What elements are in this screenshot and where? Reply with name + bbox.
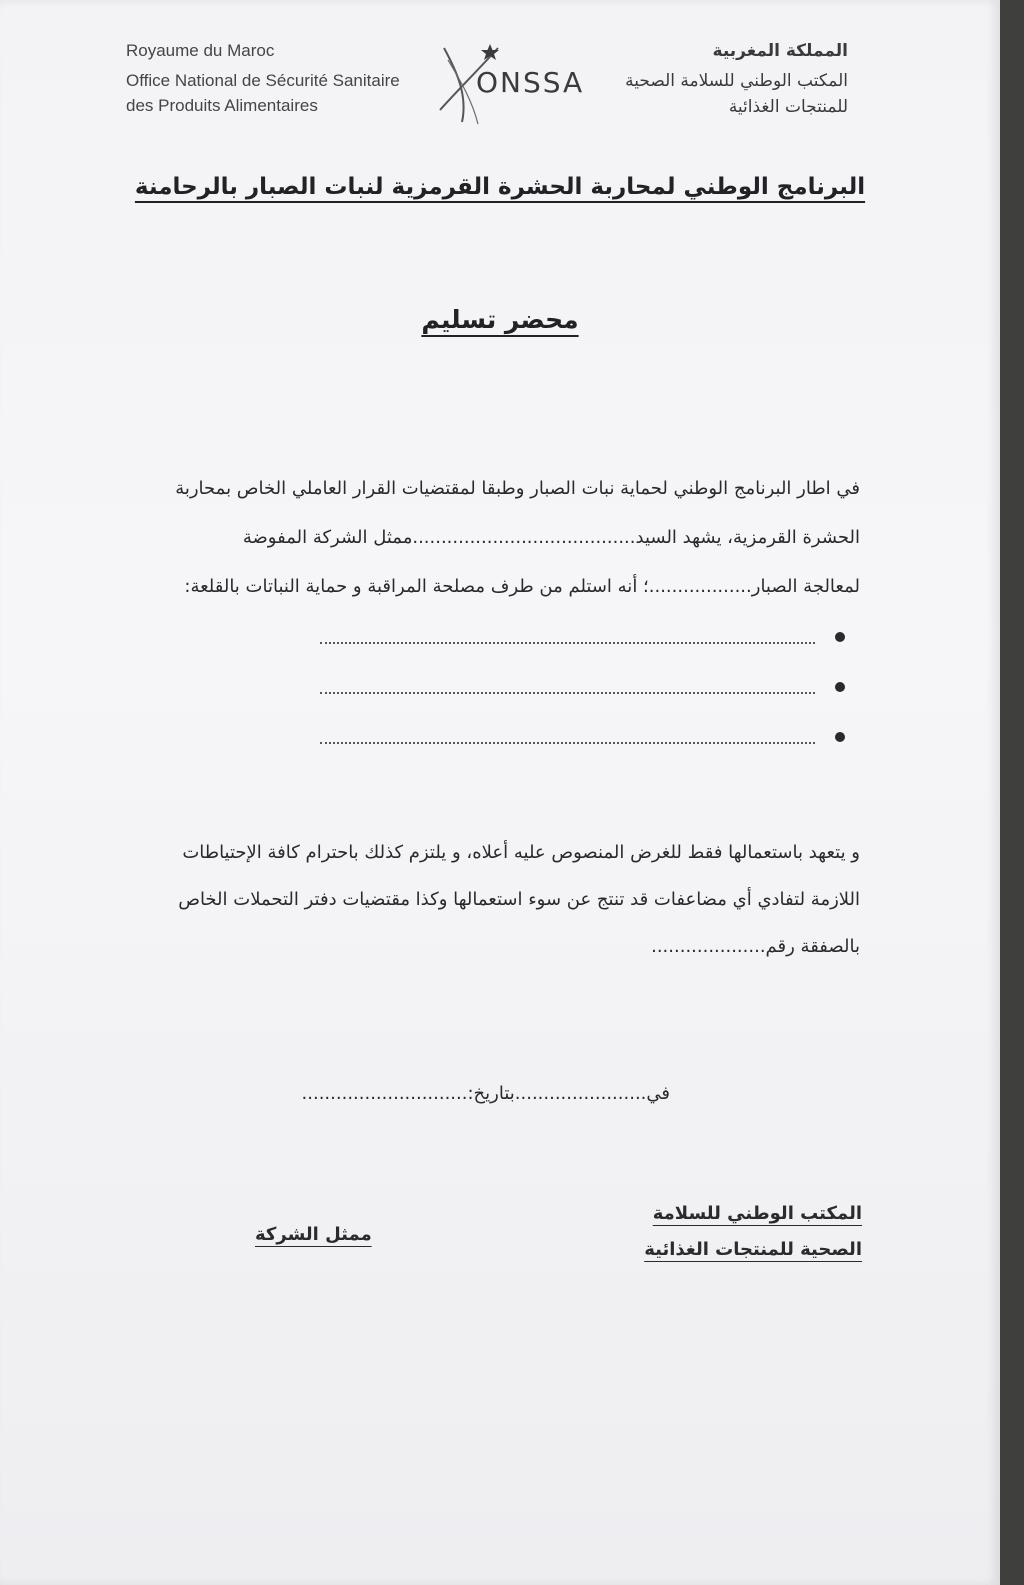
- document-subtitle: [0, 305, 1000, 334]
- commitment-line-2: اللازمة لتفادي أي مضاعفات قد تنتج عن سوء استعمالها وكذا مقتضيات دفتر التحملات الخاص: [178, 889, 860, 910]
- commitment-line-3: بالصفقة رقم....................: [651, 936, 860, 957]
- document-title-text: البرنامج الوطني لمحاربة الحشرة القرمزية لنبات الصبار بالرحامنة: [134, 174, 866, 200]
- signature-company-representative: ممثل الشركة: [255, 1224, 372, 1245]
- header-ar-office-line2: للمنتجات الغذائية: [728, 97, 848, 117]
- commitment-line-1: و يتعهد باستعمالها فقط للغرض المنصوص عليه أعلاه، و يلتزم كذلك باحترام كافة الإحتياطات: [182, 842, 860, 863]
- blank-fill-line[interactable]: [320, 732, 815, 744]
- list-item: [320, 724, 865, 774]
- list-item: [320, 674, 865, 724]
- document-subtitle-text: محضر تسليم: [421, 305, 579, 334]
- header-fr-office-line1: Office National de Sécurité Sanitaire: [126, 71, 400, 90]
- header-ar-office-line1: المكتب الوطني للسلامة الصحية: [625, 71, 848, 91]
- intro-line-1: في اطار البرنامج الوطني لحماية نبات الصبار وطبقا لمقتضيات القرار العاملي الخاص بمحاربة: [175, 478, 860, 499]
- commitment-paragraph: [178, 829, 860, 970]
- signature-onssa-line-1: المكتب الوطني للسلامة: [652, 1203, 862, 1224]
- intro-line-2: الحشرة القرمزية، يشهد السيد.......................................ممثل الشركة المفوضة: [242, 527, 860, 548]
- bullet-icon: [835, 632, 845, 642]
- intro-paragraph: [175, 464, 860, 611]
- logo-text: ONSSA: [476, 66, 585, 99]
- signature-onssa-line-2: الصحية للمنتجات الغذائية: [644, 1239, 862, 1260]
- header-french: [126, 38, 400, 118]
- received-items-list: [320, 624, 865, 774]
- onssa-logo: [438, 40, 613, 130]
- list-item: [320, 624, 865, 674]
- bullet-icon: [835, 732, 845, 742]
- header-fr-kingdom: Royaume du Maroc: [126, 41, 275, 60]
- place-date-line: في.......................بتاريخ:.............................: [301, 1083, 670, 1104]
- bullet-icon: [835, 682, 845, 692]
- header-ar-kingdom: المملكة المغربية: [712, 41, 848, 61]
- header-arabic: [625, 38, 848, 120]
- signature-onssa: [644, 1196, 862, 1268]
- document-title: [0, 174, 1000, 200]
- intro-line-3: لمعالجة الصبار..................؛ أنه استلم من طرف مصلحة المراقبة و حماية النباتات بالقلعة:: [184, 576, 860, 597]
- blank-fill-line[interactable]: [320, 682, 815, 694]
- blank-fill-line[interactable]: [320, 632, 815, 644]
- header-fr-office-line2: des Produits Alimentaires: [126, 96, 318, 115]
